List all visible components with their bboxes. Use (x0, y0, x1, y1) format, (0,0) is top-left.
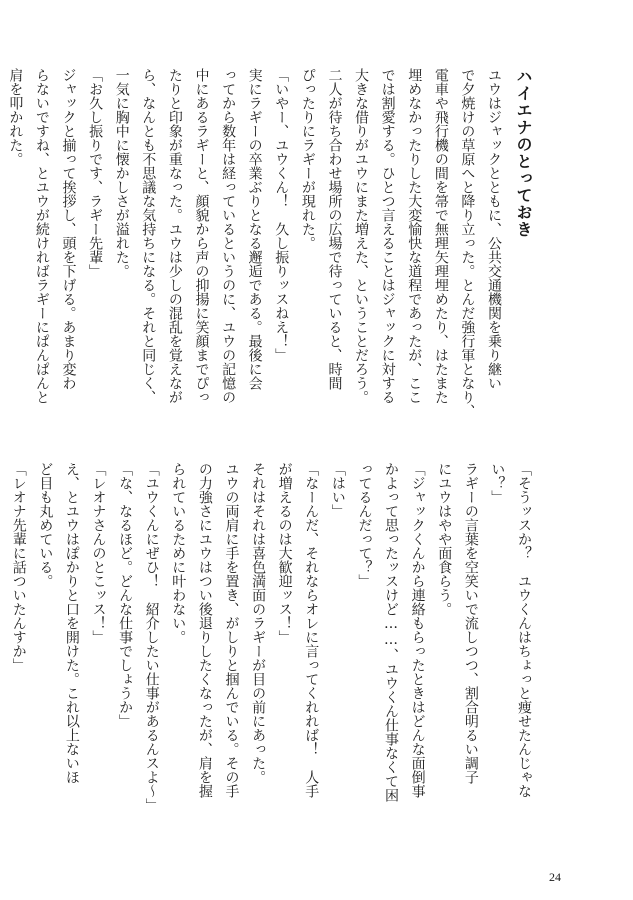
chapter-title: ハイエナのとっておき (514, 68, 533, 238)
text-line: では割愛する。ひとつ言えることはジャックに対する (379, 68, 396, 404)
text-line: 「そうッスか？ ユウくんはちょっと痩せたんじゃな (516, 462, 532, 798)
text-line: かよって思ったッスけど……、ユウくん仕事なくて困 (383, 462, 400, 802)
text-line: え、とユウはぽかりと口を開けた。これ以上ないほ (63, 462, 80, 784)
text-line: ユウはジャックとともに、公共交通機関を乗り継い (486, 68, 502, 390)
text-line: 「レオナ先輩に話ついたんすか」 (10, 462, 27, 672)
upper-text-block (2, 68, 507, 426)
text-line: が増えるのは大歓迎ッス！」 (276, 462, 293, 644)
text-line: にユウはやや面食らう。 (436, 462, 453, 616)
text-line: ど目も丸めている。 (37, 462, 54, 588)
text-line: の力強さにユウはつい後退りしたくなったが、肩を握 (196, 462, 213, 798)
text-line: 「お久し振りです、ラギー先輩」 (87, 68, 104, 278)
text-line: で夕焼けの草原へと降り立った。とんだ強行軍となり、 (459, 68, 476, 418)
text-line: ぴったりにラギーが現れた。 (299, 68, 316, 250)
text-line: ラギーの言葉を空笑いで流しつつ、割合明るい調子 (462, 462, 479, 784)
text-line: たりと印象が重なった。ユウは少しの混乱を覚えなが (166, 68, 183, 404)
text-line: 「ユウくんにぜひ！ 紹介したい仕事があるんスよ〜」 (143, 462, 160, 812)
text-line: ユウの両肩に手を置き、がしりと掴んでいる。その手 (223, 462, 240, 798)
lower-text-block (0, 462, 537, 832)
text-line: られているために叶わない。 (170, 462, 187, 644)
text-line: 「ジャックくんから連絡もらったときはどんな面倒事 (409, 462, 426, 798)
text-line: 実にラギーの卒業ぶりとなる邂逅である。最後に会 (246, 68, 263, 390)
text-line: ら、なんとも不思議な気持ちになる。それと同じく、 (140, 68, 157, 404)
text-line: 「いやー、ユウくん！ 久し振りッスねえ！」 (273, 68, 290, 362)
text-line: 中にあるラギーと、顔貌から声の抑揚に笑顔までぴっ (193, 68, 210, 404)
text-line: 大きな借りがユウにまた増えた、ということだろう。 (353, 68, 370, 404)
text-line: 「はい」 (329, 462, 346, 518)
text-line: 埋めなかったりした大変愉快な道程であったが、ここ (406, 68, 423, 404)
text-line: ってるんだって？」 (356, 462, 373, 588)
text-line: 電車や飛行機の間を箒で無理矢理埋めたり、はたまた (432, 68, 449, 404)
text-line: い？」 (489, 462, 506, 504)
text-line: 「なーんだ、それならオレに言ってくれれば！ 人手 (303, 462, 320, 798)
text-line: 二人が待ち合わせ場所の広場で待っていると、時間 (326, 68, 343, 390)
text-line: それはそれは喜色満面のラギーが目の前にあった。 (250, 462, 267, 784)
text-line: 「な、なるほど。どんな仕事でしょうか」 (117, 462, 134, 728)
text-line: ってから数年は経っているというのに、ユウの記憶の (220, 68, 237, 404)
text-line: 「レオナさんのとこッス！」 (90, 462, 107, 644)
text-line: らないですね、とユウが続ければラギーにぱんぱんと (33, 68, 50, 404)
page-number: 24 (549, 870, 561, 884)
text-line: 肩を叩かれた。 (7, 68, 24, 166)
text-line: ジャックと揃って挨拶し、頭を下げる。あまり変わ (60, 68, 77, 390)
text-line: 一気に胸中に懐かしさが溢れた。 (113, 68, 130, 278)
